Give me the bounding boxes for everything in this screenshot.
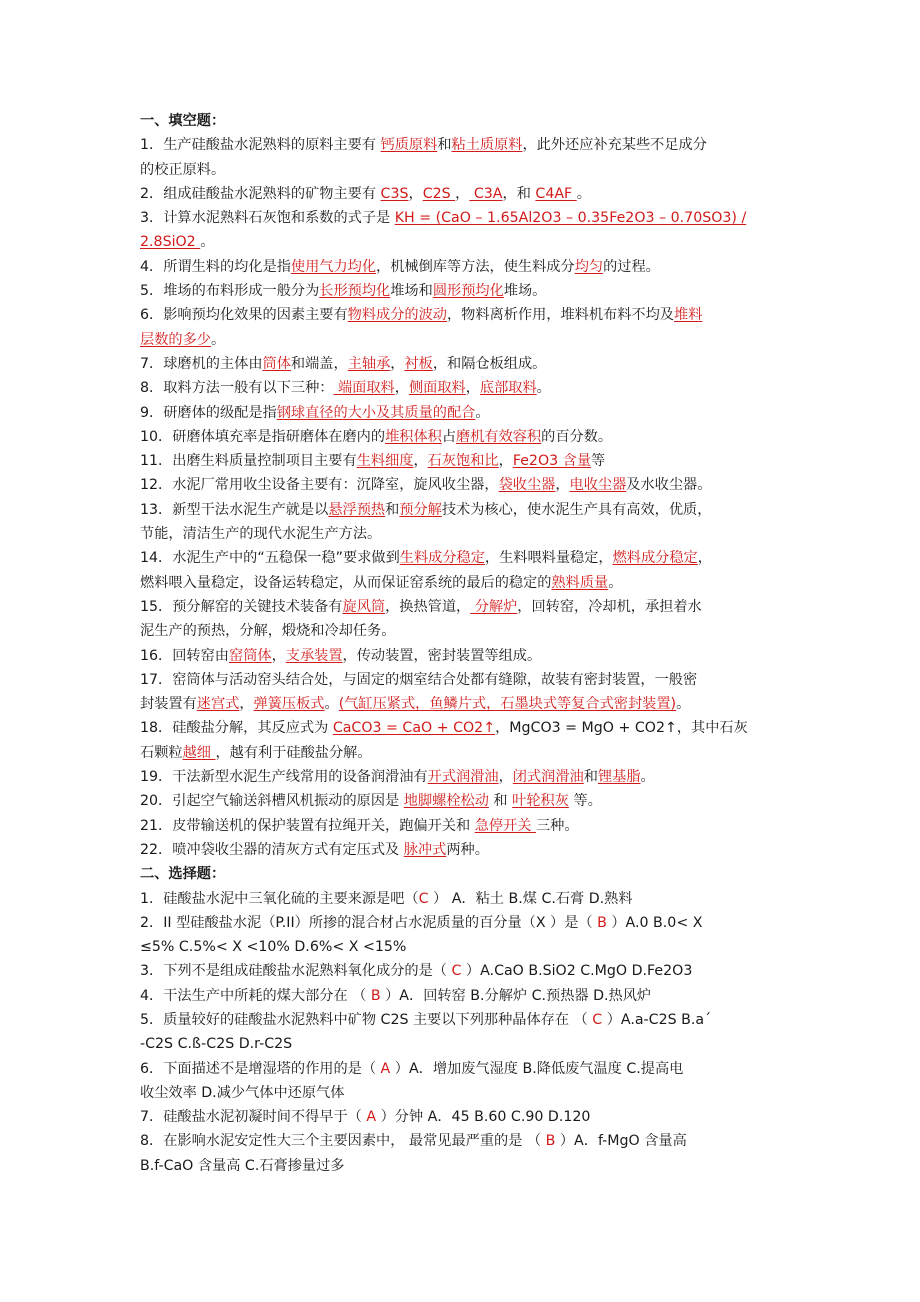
text-segment: ， [271, 647, 286, 664]
text-segment: 5．质量较好的硅酸盐水泥熟料中矿物 C2S 主要以下列那种晶体存在 （ [140, 1011, 593, 1028]
answer-blank: CaCO3 = CaO + CO2↑ [332, 720, 496, 737]
text-segment: 的校正原料。 [140, 161, 226, 178]
question-10 [140, 425, 785, 449]
text-segment: ）A.CaO B.SiO2 C.MgO D.Fe2O3 [461, 963, 693, 980]
text-segment: 15．预分解窑的关键技术装备有 [140, 598, 343, 615]
answer-blank: 电收尘器 [569, 477, 627, 494]
text-segment: 。 [210, 331, 226, 348]
answer-blank: 侧面取料 [408, 380, 466, 397]
answer-blank: C3A [469, 185, 503, 202]
text-segment: 14．水泥生产中的“五稳保一稳”要求做到 [140, 550, 400, 567]
answer-choice: A [366, 1109, 377, 1126]
text-segment: 7．球磨机的主体由 [140, 355, 263, 372]
text-segment: 。 [576, 185, 591, 202]
choice-question-8-cont [140, 1154, 785, 1178]
question-21 [140, 814, 785, 838]
text-segment: 20．引起空气输送斜槽风机振动的原因是 [140, 793, 404, 810]
text-segment: 3．计算水泥熟料石灰饱和系数的式子是 [140, 210, 395, 227]
answer-blank: 生料成分稳定 [399, 550, 485, 567]
text-segment: 石颗粒 [140, 744, 183, 761]
text-segment: 。 [608, 574, 623, 591]
text-segment: ，机械倒库等方法，使生料成分 [376, 258, 575, 275]
answer-choice: B [370, 987, 381, 1004]
text-segment: 等。 [568, 793, 602, 810]
answer-blank: 急停开关 [474, 817, 536, 834]
section-heading-fill-in [140, 109, 785, 133]
answer-blank: C4AF [535, 185, 577, 202]
answer-blank: 衬板 [404, 355, 433, 372]
choice-question-5-cont [140, 1032, 785, 1056]
answer-blank: C3S [380, 185, 409, 202]
text-segment: 4．所谓生料的均化是指 [140, 258, 291, 275]
question-13-cont [140, 522, 785, 546]
question-8 [140, 376, 785, 400]
answer-choice: B [545, 1133, 556, 1150]
question-14 [140, 546, 785, 570]
answer-blank: 支承装置 [285, 647, 343, 664]
question-1 [140, 133, 785, 157]
text-segment: ， [555, 477, 570, 494]
text-segment: ，物料离析作用，堆料机布料不均及 [446, 307, 674, 324]
answer-blank: 主轴承 [347, 355, 391, 372]
text-segment: ，生料喂料量稳定， [484, 550, 613, 567]
question-18-cont [140, 741, 785, 765]
text-segment: ，MgCO3 = MgO + CO2↑，其中石灰 [495, 720, 748, 737]
question-22 [140, 838, 785, 862]
choice-question-6 [140, 1057, 785, 1081]
text-segment: 3．下列不是组成硅酸盐水泥熟料氧化成分的是（ [140, 963, 452, 980]
text-segment: ，和 [502, 185, 536, 202]
question-9 [140, 401, 785, 425]
text-segment: ，传动装置，密封装置等组成。 [342, 647, 542, 664]
text-segment: 和 [488, 793, 513, 810]
text-segment: 燃料喂入量稳定，设备运转稳定，从而保证窑系统的最后的稳定的 [140, 574, 552, 591]
text-segment: 2．II 型硅酸盐水泥（P.II）所掺的混合材占水泥质量的百分量（X ）是（ [140, 914, 598, 931]
answer-blank: 筒体 [262, 355, 291, 372]
section-heading-multiple-choice [140, 862, 785, 886]
answer-blank: 开式润滑油 [427, 769, 499, 786]
text-segment: ，换热管道， [385, 598, 471, 615]
text-segment: 21．皮带输送机的保护装置有拉绳开关，跑偏开关和 [140, 817, 475, 834]
text-segment: 的百分数。 [541, 428, 613, 445]
answer-blank: 物料成分的波动 [347, 307, 447, 324]
text-segment: ， [413, 453, 428, 470]
answer-blank: 越细 [182, 744, 216, 761]
text-segment: 16．回转窑由 [140, 647, 229, 664]
text-segment: 和 [385, 501, 400, 518]
question-11 [140, 449, 785, 473]
question-7 [140, 352, 785, 376]
question-15 [140, 595, 785, 619]
question-17-cont [140, 692, 785, 716]
answer-blank: 燃料成分稳定 [612, 550, 698, 567]
answer-blank: 粘土质原料 [451, 137, 523, 154]
answer-choice: C [592, 1011, 603, 1028]
choice-question-7 [140, 1105, 785, 1129]
text-segment: 一、填空题： [140, 113, 226, 129]
text-segment: 。 [676, 696, 691, 713]
text-segment: 。 [536, 380, 551, 397]
choice-question-3 [140, 959, 785, 983]
answer-blank: 悬浮预热 [328, 501, 386, 518]
answer-choice: C [418, 890, 429, 907]
text-segment: ，此外还应补充某些不足成分 [522, 137, 707, 154]
text-segment: 18．硅酸盐分解，其反应式为 [140, 720, 333, 737]
question-16 [140, 644, 785, 668]
answer-blank: 堆料 [674, 307, 703, 324]
answer-blank: 端面取料 [333, 380, 395, 397]
text-segment: 1．硅酸盐水泥中三氧化硫的主要来源是吧（ [140, 890, 419, 907]
text-segment: ， [239, 696, 254, 713]
text-segment: 节能，清洁生产的现代水泥生产方法。 [140, 526, 382, 543]
answer-choice: A [380, 1060, 391, 1077]
text-segment: ，越有利于硅酸盐分解。 [215, 744, 372, 761]
question-6 [140, 303, 785, 327]
text-segment: ）A．f-MgO 含量高 [555, 1133, 687, 1150]
answer-blank: 旋风筒 [342, 598, 386, 615]
text-segment: ）A．增加废气湿度 B.降低废气温度 C.提高电 [390, 1060, 684, 1077]
document-body [140, 109, 785, 1178]
choice-question-8 [140, 1129, 785, 1153]
answer-choice: B [597, 914, 607, 931]
text-segment: 10．研磨体填充率是指研磨体在磨内的 [140, 428, 386, 445]
text-segment: 12．水泥厂常用收尘设备主要有：沉降室，旋风收尘器， [140, 477, 499, 494]
question-5 [140, 279, 785, 303]
question-3-cont [140, 230, 785, 254]
text-segment: 两种。 [446, 841, 489, 858]
question-1-cont [140, 158, 785, 182]
question-13 [140, 498, 785, 522]
text-segment: 。 [200, 234, 215, 251]
text-segment: 13．新型干法水泥生产就是以 [140, 501, 329, 518]
answer-blank: 地脚螺栓松动 [403, 793, 489, 810]
text-segment: 17．窑筒体与活动窑头结合处，与固定的烟室结合处都有缝隙，故装有密封装置，一般密 [140, 671, 698, 688]
question-2 [140, 182, 785, 206]
text-segment: 堆场。 [503, 283, 547, 300]
answer-blank: C2S [422, 185, 456, 202]
answer-blank: 弹簧压板式 [253, 696, 325, 713]
answer-blank: 预分解 [399, 501, 442, 518]
text-segment: 和 [583, 769, 598, 786]
answer-blank: 熟料质量 [551, 574, 609, 591]
answer-blank: 均匀 [574, 258, 604, 275]
text-segment: ） A．粘土 B.煤 C.石膏 D.熟料 [428, 890, 633, 907]
answer-blank: 磨机有效容积 [456, 428, 542, 445]
answer-blank: KH = (CaO – 1.65Al2O3 – 0.35Fe2O3 – 0.70SO3) / [394, 210, 747, 227]
question-17 [140, 668, 785, 692]
text-segment: 1．生产硅酸盐水泥熟料的原料主要有 [140, 137, 381, 154]
answer-blank: (气缸压紧式，鱼鳞片式，石墨块式等复合式密封装置) [338, 696, 677, 713]
text-segment: 占 [441, 428, 457, 445]
text-segment: B.f-CaO 含量高 C.石膏掺量过多 [140, 1157, 345, 1174]
text-segment: 。 [640, 769, 655, 786]
text-segment: 堆场和 [390, 283, 433, 300]
text-segment: 。 [475, 404, 490, 421]
question-6-cont [140, 328, 785, 352]
text-segment: 7．硅酸盐水泥初凝时间不得早于（ [140, 1109, 367, 1126]
text-segment: -C2S C.ß-C2S D.r-C2S [140, 1036, 293, 1053]
text-segment: 二、选择题： [140, 866, 226, 883]
answer-blank: 分解炉 [470, 598, 518, 615]
text-segment: ， [697, 550, 712, 567]
answer-choice: C [451, 963, 462, 980]
text-segment: 泥生产的预热，分解，煅烧和冷却任务。 [140, 623, 396, 640]
question-4 [140, 255, 785, 279]
text-segment: 22．喷冲袋收尘器的清灰方式有定压式及 [140, 841, 404, 858]
text-segment: 的过程。 [603, 258, 660, 275]
text-segment: ， [394, 380, 409, 397]
text-segment: ， [390, 355, 405, 372]
answer-blank: 窑筒体 [229, 647, 272, 664]
text-segment: ）A．回转窑 B.分解炉 C.预热器 D.热风炉 [380, 987, 652, 1004]
text-segment: ， [408, 185, 423, 202]
choice-question-4 [140, 984, 785, 1008]
text-segment: 等 [591, 453, 606, 470]
answer-blank: 钢球直径的大小及其质量的配合 [276, 404, 476, 421]
text-segment: ，回转窑，冷却机，承担着水 [517, 598, 702, 615]
text-segment: 19．干法新型水泥生产线常用的设备润滑油有 [140, 769, 428, 786]
choice-question-1 [140, 887, 785, 911]
answer-blank: 层数的多少 [140, 331, 211, 348]
answer-blank: 堆积体积 [385, 428, 442, 445]
question-14-cont [140, 571, 785, 595]
choice-question-2-cont [140, 935, 785, 959]
text-segment: ， [455, 185, 470, 202]
text-segment: 2．组成硅酸盐水泥熟料的矿物主要有 [140, 185, 381, 202]
answer-blank: 长形预均化 [319, 283, 391, 300]
text-segment: ≤5% C.5%< X <10% D.6%< X <15% [140, 939, 407, 956]
answer-blank: 2.8SiO2 [140, 234, 201, 251]
answer-blank: 石灰饱和比 [427, 453, 499, 470]
answer-blank: 锂基脂 [597, 769, 641, 786]
answer-blank: 脉冲式 [403, 841, 447, 858]
text-segment: 和 [437, 137, 452, 154]
text-segment: ）A.0 B.0< X [606, 914, 703, 931]
question-20 [140, 789, 785, 813]
text-segment: ）分钟 A．45 B.60 C.90 D.120 [376, 1109, 591, 1126]
question-18 [140, 716, 785, 740]
answer-blank: 圆形预均化 [432, 283, 504, 300]
text-segment: 6．影响预均化效果的因素主要有 [140, 307, 348, 324]
text-segment: 三种。 [535, 817, 579, 834]
text-segment: ， [498, 769, 513, 786]
question-15-cont [140, 619, 785, 643]
question-3 [140, 206, 785, 230]
text-segment: 4．干法生产中所耗的煤大部分在 （ [140, 987, 371, 1004]
text-segment: 6．下面描述不是增湿塔的作用的是（ [140, 1060, 381, 1077]
question-19 [140, 765, 785, 789]
text-segment: 。 [324, 696, 339, 713]
choice-question-5 [140, 1008, 785, 1032]
text-segment: 及水收尘器。 [626, 477, 712, 494]
text-segment: 11．出磨生料质量控制项目主要有 [140, 453, 357, 470]
answer-blank: Fe2O3 含量 [512, 453, 592, 470]
answer-blank: 使用气力均化 [290, 258, 377, 275]
answer-blank: 袋收尘器 [498, 477, 556, 494]
text-segment: 和端盖， [290, 355, 348, 372]
text-segment: ）A.a-C2S B.a´ [602, 1011, 712, 1028]
answer-blank: 钙质原料 [380, 137, 438, 154]
text-segment: 8．在影响水泥安定性大三个主要因素中， 最常见最严重的是 （ [140, 1133, 546, 1150]
answer-blank: 底部取料 [479, 380, 537, 397]
text-segment: ， [465, 380, 480, 397]
text-segment: 收尘效率 D.减少气体中还原气体 [140, 1084, 345, 1101]
answer-blank: 叶轮积灰 [512, 793, 569, 810]
text-segment: 技术为核心，使水泥生产具有高效，优质， [441, 501, 712, 518]
answer-blank: 迷宫式 [196, 696, 240, 713]
text-segment: 8．取料方法一般有以下三种： [140, 380, 334, 397]
choice-question-2 [140, 911, 785, 935]
choice-question-6-cont [140, 1081, 785, 1105]
text-segment: 封装置有 [140, 696, 197, 713]
text-segment: ， [498, 453, 513, 470]
text-segment: 9．研磨体的级配是指 [140, 404, 277, 421]
text-segment: ，和隔仓板组成。 [432, 355, 547, 372]
question-12 [140, 473, 785, 497]
text-segment: 5．堆场的布料形成一般分为 [140, 283, 320, 300]
answer-blank: 生料细度 [356, 453, 414, 470]
answer-blank: 闭式润滑油 [512, 769, 584, 786]
